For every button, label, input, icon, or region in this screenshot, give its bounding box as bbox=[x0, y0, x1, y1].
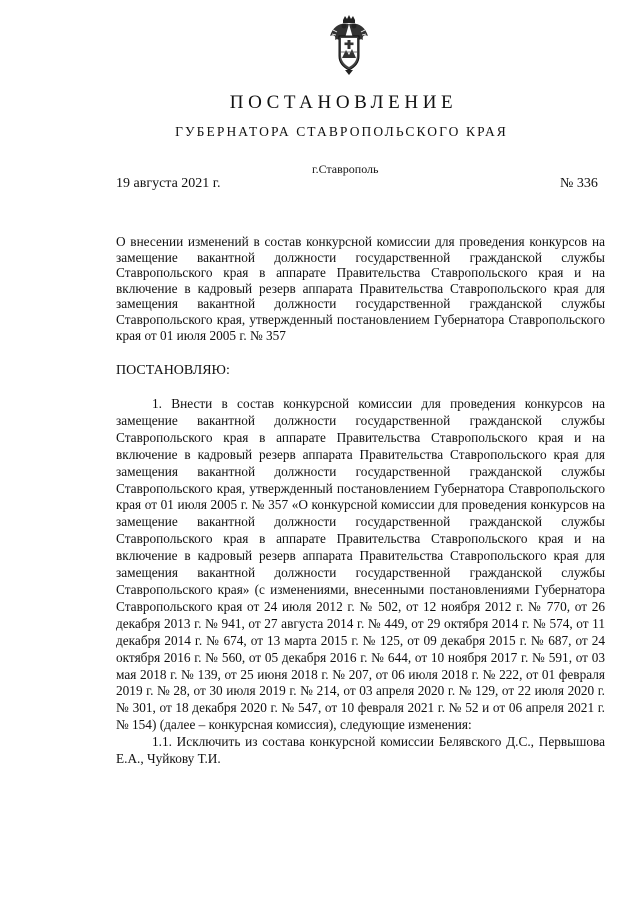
paragraph-1: 1. Внести в состав конкурсной комиссии для проведения конкурсов на замещение вакантной должности государственной гражданской службы Ставропольского края в аппарате Правительства Ставропольского края и на включение в кадровый резерв аппарата Правительства Ставропольского края для замещения вакантной должности государственной гражданской службы Ставропольского края, утвержденный постановлением Губернатора Ставропольского края от 01 июля 2005 г. № 357 «О конкурсной комиссии для проведения конкурсов на замещение вакантной должности государственной гражданской службы Ставропольского края в аппарате Правительства Ставропольского края и на включение в кадровый резерв аппарата Правительства Ставропольского края для замещения вакантной должности государственной гражданской службы Ставропольского края» (с изменениями, внесенными постановлениями Губернатора Ставропольского края от 24 июля 2012 г. № 502, от 12 ноября 2012 г. № 770, от 26 декабря 2013 г. № 941, от 27 августа 2014 г. № 449, от 29 октября 2014 г. № 574, от 11 декабря 2014 г. № 674, от 13 марта 2015 г. № 125, от 09 декабря 2015 г. № 687, от 24 октября 2016 г. № 560, от 05 декабря 2016 г. № 644, от 10 ноября 2017 г. № 591, от 03 мая 2018 г. № 139, от 25 июня 2018 г. № 207, от 06 июля 2018 г. № 222, от 01 февраля 2019 г. № 28, от 30 июля 2019 г. № 214, от 03 апреля 2020 г. № 129, от 22 июля 2020 г. № 301, от 18 декабря 2020 г. № 547, от 10 февраля 2021 г. № 52 и от 06 апреля 2021 г. № 154) (далее – конкурсная комиссия), следующие изменения: bbox=[116, 396, 605, 733]
document-title: ПОСТАНОВЛЕНИЕ bbox=[229, 92, 458, 113]
coat-of-arms-icon bbox=[327, 14, 371, 76]
document-body bbox=[116, 396, 605, 768]
city: г.Ставрополь bbox=[312, 162, 379, 176]
document-subject: О внесении изменений в состав конкурсной комиссии для проведения конкурсов на замещение вакантной должности государственной гражданской службы Ставропольского края в аппарате Правительства Ставропольского края и на включение в кадровый резерв аппарата Правительства Ставропольского края для замещения вакантной должности государственной гражданской службы Ставропольского края, утвержденный постановлением Губернатора Ставропольского края от 01 июля 2005 г. № 357 bbox=[116, 234, 605, 343]
decree-word: ПОСТАНОВЛЯЮ: bbox=[116, 363, 230, 378]
paragraph-1-1: 1.1. Исключить из состава конкурсной комиссии Белявского Д.С., Первышова Е.А., Чуйкову Т.И. bbox=[116, 734, 605, 767]
document-subtitle: ГУБЕРНАТОРА СТАВРОПОЛЬСКОГО КРАЯ bbox=[175, 124, 508, 139]
document-date: 19 августа 2021 г. bbox=[116, 176, 221, 191]
document-number: № 336 bbox=[560, 176, 598, 191]
